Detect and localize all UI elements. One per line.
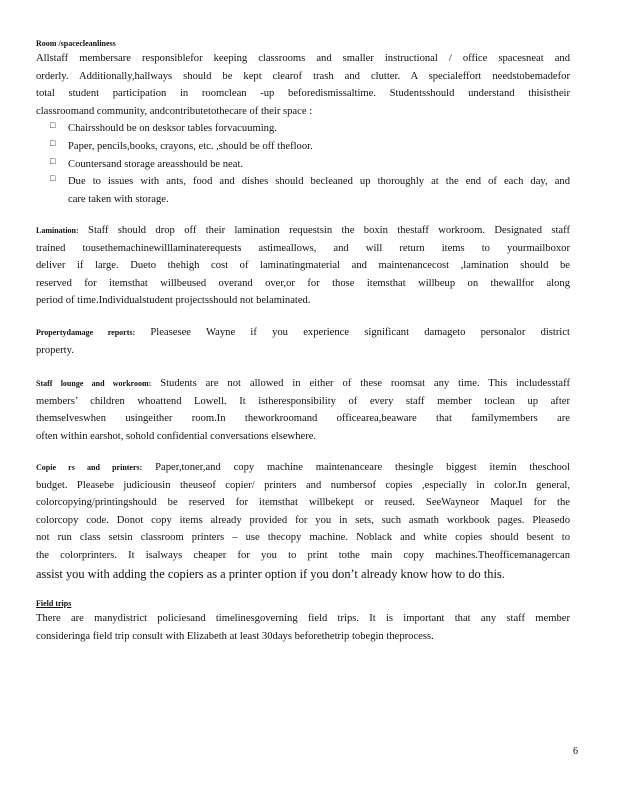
paragraph-line: budget. Pleasebe judiciousin theuseof copier/ printers and numbersof copies ,especially in color.In general, [36, 479, 570, 491]
paragraph-line: consideringa field trip consult with Elizabeth at least 30days beforethetrip tobegin theprocess. [36, 630, 434, 642]
paragraph-line: period of time.Individualstudent projectsshould not belaminated. [36, 295, 311, 307]
checkbox-bullet-icon: □ [50, 155, 56, 166]
paragraph-line: assist you with adding the copiers as a printer option if you don’t already know how to do this. [36, 566, 505, 581]
paragraph-line: the colorprinters. It isalways cheaper for you to print tothe main copy machines.Theofficemanagercan [36, 549, 570, 561]
section-lamination [36, 222, 570, 310]
paragraph-line [36, 459, 570, 477]
section-heading-staff-lounge: Staff lounge and workroom: [36, 379, 152, 388]
section-heading-field-trips: Field trips [36, 599, 72, 608]
checkbox-bullet-icon: □ [50, 120, 56, 131]
paragraph-text: Pleasesee Wayne if you experience significant damageto personalor district [150, 327, 570, 338]
paragraph-line: property. [36, 344, 74, 356]
paragraph-line: reserved for itemsthat willbeused overand over,or for those itemsthat willbeup on thewallfor along [36, 277, 570, 289]
section-field-trips [36, 598, 570, 645]
paragraph-line: colorcopying/printingshould be reserved for itemsthat willbekept or reused. SeeWayneor Maquel for the [36, 497, 570, 509]
bullet-item [36, 120, 570, 138]
paragraph-line: There are manydistrict policiesand timelinesgoverning field trips. It is important that any staff member [36, 613, 570, 624]
paragraph-line [36, 222, 570, 240]
section-staff-lounge [36, 375, 570, 445]
bullet-item [36, 156, 570, 174]
paragraph-text: Students are not allowed in either of these roomsat any time. This includesstaff [160, 378, 570, 389]
bullet-text: Countersand storage areasshould be neat. [68, 158, 244, 170]
page-number: 6 [573, 746, 578, 757]
bullet-item [36, 173, 570, 208]
bullet-list [36, 120, 570, 208]
paragraph-line: Allstaff membersare responsiblefor keeping classrooms and smaller instructional / office spacesneat and [36, 53, 570, 64]
paragraph-text: Paper,toner,and copy machine maintenanceare thesingle biggest itemin theschool [155, 462, 570, 473]
bullet-text: Chairsshould be on desksor tables forvacuuming. [68, 123, 277, 135]
section-property-damage [36, 324, 570, 359]
section-copiers-printers [36, 459, 570, 583]
section-heading-room: Room /spacecleanliness [36, 39, 116, 48]
paragraph-line: orderly. Additionally,hallways should be kept clearof trash and clutter. A specialeffort needstobemadefor [36, 70, 570, 82]
section-heading-lamination: Lamination: [36, 226, 79, 235]
paragraph-line: classroomand community, andcontributetothecare of their space : [36, 105, 313, 117]
paragraph-line: often within earshot, sohold confidential conversations elsewhere. [36, 430, 317, 442]
paragraph-line: colorcopy code. Donot copy items already provided for you in sets, such asmath workbook pages. Pleasedo [36, 514, 570, 526]
paragraph-line: deliver if large. Dueto thehigh cost of laminatingmaterial and maintenancecost ,lamination should be [36, 260, 570, 272]
paragraph-line: themselveswhen usingeither room.In theworkroomand officearea,beaware that familymembers are [36, 413, 570, 425]
paragraph-text: Staff should drop off their lamination requestsin the boxin thestaff workroom. Designated staff [88, 225, 570, 236]
paragraph-line: trained tousethemachinewilllaminaterequests astimeallows, and will return items to yourmailboxor [36, 242, 570, 254]
paragraph-line: total student participation in roomclean -up beforedismissaltime. Studentsshould understand thisistheir [36, 88, 570, 100]
section-room-cleanliness [36, 38, 570, 208]
section-heading-property: Propertydamage reports: [36, 328, 136, 337]
checkbox-bullet-icon: □ [50, 173, 56, 184]
bullet-text: Paper, pencils,books, crayons, etc. ,should be off thefloor. [68, 140, 313, 152]
bullet-item [36, 138, 570, 156]
section-heading-copiers: Copie rs and printers: [36, 463, 143, 472]
bullet-text: Due to issues with ants, food and dishes should becleaned up thoroughly at the end of each day, and [68, 176, 570, 188]
paragraph-line [36, 324, 570, 342]
checkbox-bullet-icon: □ [50, 137, 56, 148]
bullet-text: care taken with storage. [68, 193, 169, 205]
paragraph-line: members’ children whoattend Lowell. It istheresponsibility of every staff member toclean up after [36, 395, 570, 407]
paragraph-line [36, 375, 570, 393]
paragraph-line: not run class setsin classroom printers – use thecopy machine. Noblack and white copies should besent to [36, 532, 570, 544]
